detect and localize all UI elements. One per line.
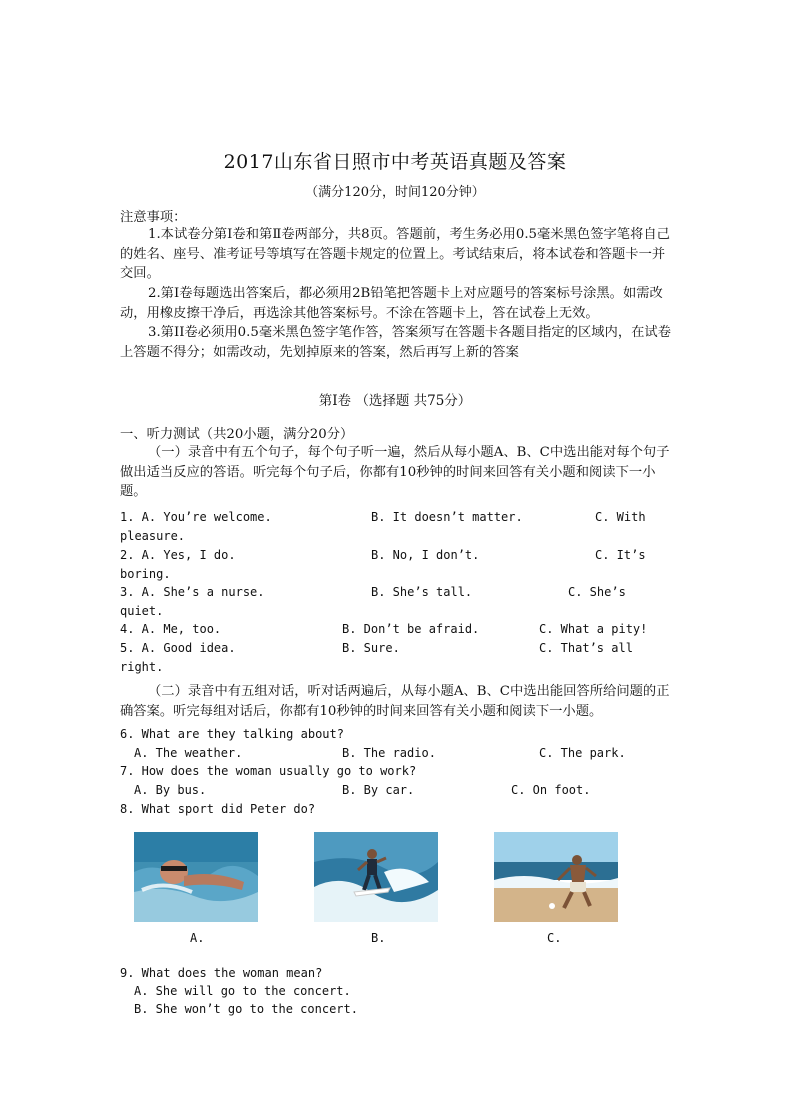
q1-option-c-continued: pleasure. — [120, 529, 186, 543]
q2-option-c-continued: boring. — [120, 567, 171, 581]
q1-option-a: 1. A. You’re welcome. — [120, 510, 272, 524]
q3-option-b: B. She’s tall. — [371, 585, 473, 599]
q8-stem: 8. What sport did Peter do? — [120, 802, 316, 816]
part1-heading: 一、听力测试（共20小题，满分20分） — [120, 427, 354, 442]
q4-option-a: 4. A. Me, too. — [120, 622, 222, 636]
q3-option-c: C. She’s — [568, 585, 626, 599]
q5-option-b: B. Sure. — [342, 641, 400, 655]
page-title: 2017山东省日照市中考英语真题及答案 — [223, 151, 567, 173]
q8-option-a-label: A. — [190, 931, 205, 945]
q6-option-a: A. The weather. — [134, 746, 243, 760]
q4-option-c: C. What a pity! — [539, 622, 648, 636]
q6-option-c: C. The park. — [539, 746, 626, 760]
q1-option-c: C. With — [595, 510, 646, 524]
notice-item-3: 3.第II卷必须用0.5毫米黑色签字笔作答，答案须写在答题卡各题目指定的区域内，在试卷上答题不得分；如需改动，先划掉原来的答案，然后再写上新的答案 — [120, 325, 672, 360]
q2-option-a: 2. A. Yes, I do. — [120, 548, 236, 562]
q3-option-c-continued: quiet. — [120, 604, 164, 618]
q4-option-b: B. Don’t be afraid. — [342, 622, 480, 636]
q5-option-c: C. That’s all — [539, 641, 633, 655]
q5-option-c-continued: right. — [120, 660, 164, 674]
volume-heading: 第Ⅰ卷 （选择题 共75分） — [318, 393, 472, 409]
surfing-photo — [314, 832, 438, 922]
notice-item-1: 1.本试卷分第Ⅰ卷和第Ⅱ卷两部分，共8页。答题前，考生务必用0.5毫米黑色签字笔将自己的姓名、座号、准考证号等填写在答题卡规定的位置上。考试结束后，将本试卷和答题卡一并交回。 — [120, 227, 670, 281]
q6-option-b: B. The radio. — [342, 746, 436, 760]
q9-option-b: B. She won’t go to the concert. — [134, 1002, 358, 1016]
q7-stem: 7. How does the woman usually go to work? — [120, 764, 417, 778]
notice-heading: 注意事项： — [120, 210, 187, 225]
q9-option-a: A. She will go to the concert. — [134, 984, 351, 998]
q3-option-a: 3. A. She’s a nurse. — [120, 585, 265, 599]
q7-option-c: C. On foot. — [511, 783, 591, 797]
q8-option-b-label: B. — [371, 931, 386, 945]
q7-option-a: A. By bus. — [134, 783, 207, 797]
section-2-instructions: （二）录音中有五组对话，听对话两遍后，从每小题A、B、C中选出能回答所给问题的正确答案。听完每组对话后，你都有10秒钟的时间来回答有关小题和阅读下一小题。 — [120, 684, 670, 719]
page-subtitle: （满分120分，时间120分钟） — [305, 185, 485, 200]
q7-option-b: B. By car. — [342, 783, 415, 797]
q2-option-b: B. No, I don’t. — [371, 548, 480, 562]
q8-option-c-label: C. — [547, 931, 562, 945]
q9-stem: 9. What does the woman mean? — [120, 966, 323, 980]
q1-option-b: B. It doesn’t matter. — [371, 510, 523, 524]
q6-stem: 6. What are they talking about? — [120, 727, 344, 741]
beach-photo — [494, 832, 618, 922]
q2-option-c: C. It’s — [595, 548, 646, 562]
section-1-instructions: （一）录音中有五个句子，每个句子听一遍，然后从每小题A、B、C中选出能对每个句子做出适当反应的答语。听完每个句子后，你都有10秒钟的时间来回答有关小题和阅读下一小题。 — [120, 445, 670, 499]
swimming-photo — [134, 832, 258, 922]
notice-item-2: 2.第Ⅰ卷每题选出答案后，都必须用2B铅笔把答题卡上对应题号的答案标号涂黑。如需改动，用橡皮擦干净后，再选涂其他答案标号。不涂在答题卡上，答在试卷上无效。 — [120, 286, 663, 321]
q5-option-a: 5. A. Good idea. — [120, 641, 236, 655]
